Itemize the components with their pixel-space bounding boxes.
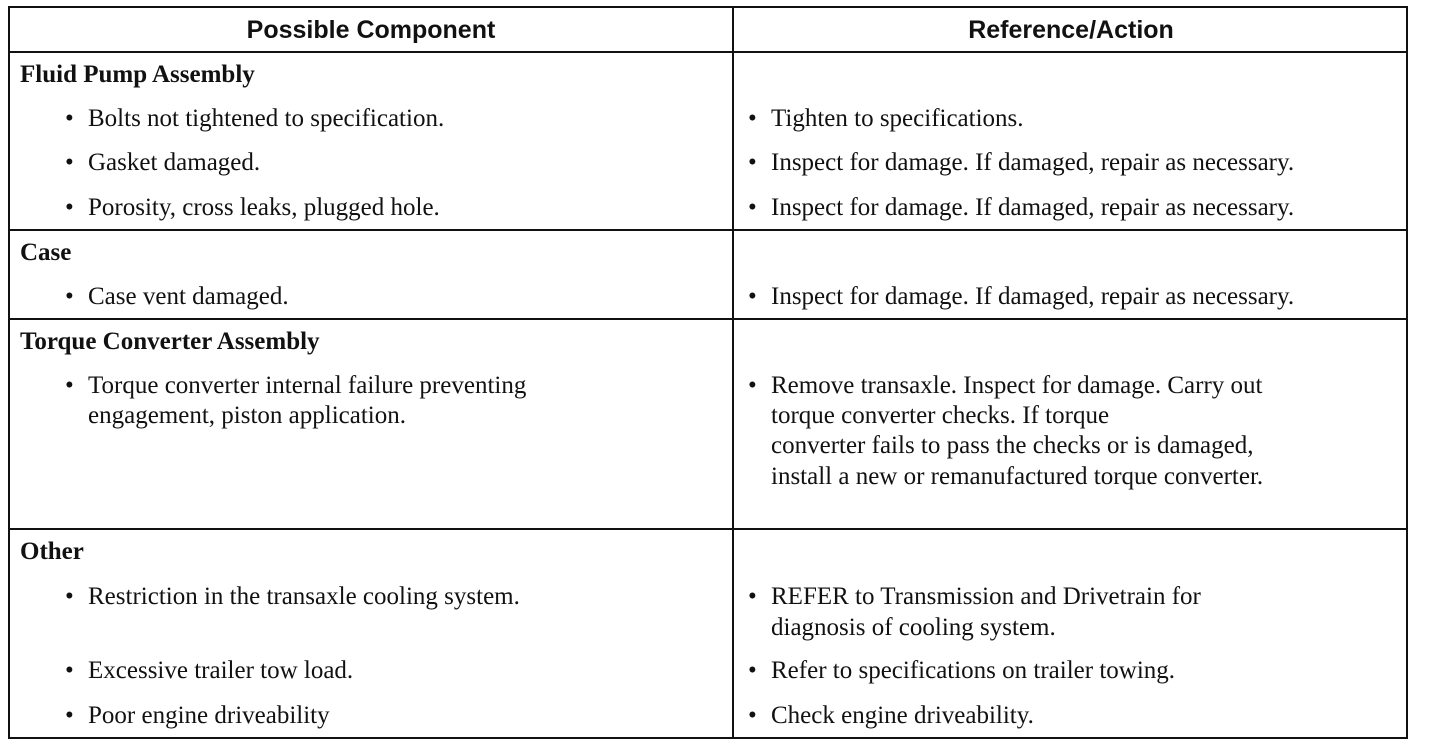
bullet: •	[65, 657, 74, 684]
bullet: •	[65, 283, 74, 310]
bullet: •	[748, 283, 757, 310]
section-divider	[10, 229, 1406, 231]
bullet: •	[748, 657, 757, 684]
action-text: Inspect for damage. If damaged, repair as necessary.	[771, 149, 1295, 176]
component-text: Poor engine driveability	[88, 702, 330, 729]
bullet: •	[748, 149, 757, 176]
component-text: Restriction in the transaxle cooling system.	[88, 583, 520, 610]
component-text: Excessive trailer tow load.	[88, 657, 354, 684]
bullet: •	[748, 105, 757, 132]
header-reference-action: Reference/Action	[968, 16, 1174, 44]
action-text: Inspect for damage. If damaged, repair as necessary.	[771, 283, 1295, 310]
bullet: •	[748, 702, 757, 729]
column-divider	[732, 8, 734, 737]
action-text: Inspect for damage. If damaged, repair as necessary.	[771, 194, 1295, 221]
bullet: •	[748, 194, 757, 221]
section-divider	[10, 318, 1406, 320]
action-text: Refer to specifications on trailer towing.	[771, 657, 1176, 684]
component-text: Porosity, cross leaks, plugged hole.	[88, 194, 440, 221]
bullet: •	[748, 583, 757, 610]
section-divider	[10, 528, 1406, 530]
action-text: REFER to Transmission and Drivetrain for	[771, 583, 1201, 610]
section-title-case: Case	[20, 239, 72, 266]
action-text: Tighten to specifications.	[771, 105, 1024, 132]
bullet: •	[65, 194, 74, 221]
bullet: •	[65, 149, 74, 176]
bullet: •	[65, 583, 74, 610]
action-text: diagnosis of cooling system.	[771, 614, 1056, 641]
action-text: torque converter checks. If torque	[771, 402, 1110, 429]
action-text: converter fails to pass the checks or is damaged,	[771, 432, 1254, 459]
diagnosis-table	[8, 6, 1408, 739]
section-title-fluid-pump: Fluid Pump Assembly	[20, 61, 255, 88]
bullet: •	[65, 372, 74, 399]
bullet: •	[748, 372, 757, 399]
header-possible-component: Possible Component	[246, 16, 496, 44]
action-text: Check engine driveability.	[771, 702, 1034, 729]
component-text: Gasket damaged.	[88, 149, 261, 176]
section-title-torque-converter: Torque Converter Assembly	[20, 328, 320, 355]
component-text: engagement, piston application.	[88, 402, 406, 429]
action-text: Remove transaxle. Inspect for damage. Carry out	[771, 372, 1263, 399]
component-text: Torque converter internal failure preventing	[88, 372, 527, 399]
bullet: •	[65, 702, 74, 729]
action-text: install a new or remanufactured torque converter.	[771, 463, 1264, 490]
component-text: Case vent damaged.	[88, 283, 289, 310]
section-title-other: Other	[20, 538, 84, 565]
component-text: Bolts not tightened to specification.	[88, 105, 445, 132]
bullet: •	[65, 105, 74, 132]
